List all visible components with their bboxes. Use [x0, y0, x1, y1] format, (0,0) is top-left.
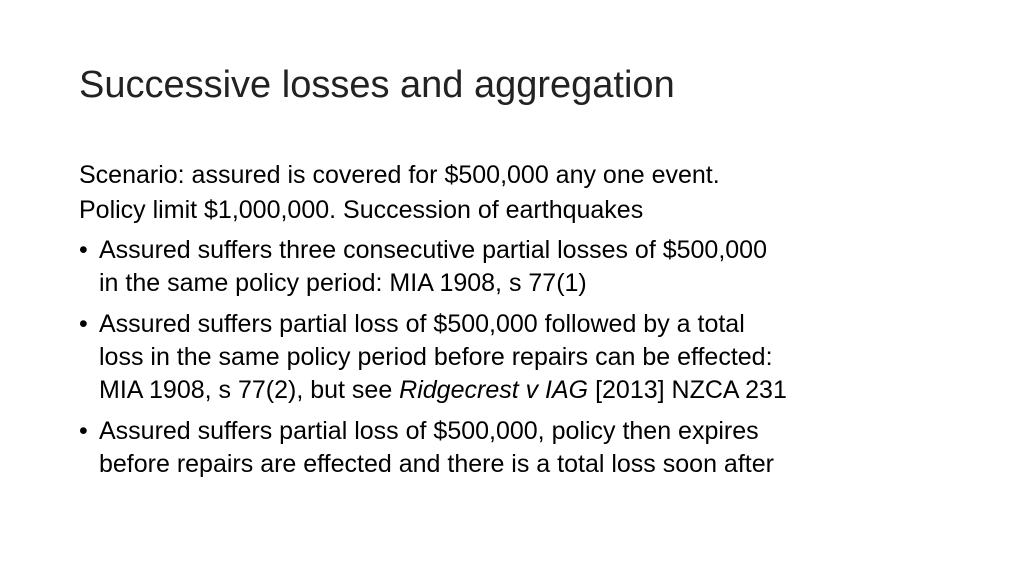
bullet-item-3	[79, 415, 959, 481]
bullet-dot: •	[79, 310, 88, 338]
citation-suffix: [2013] NZCA 231	[588, 376, 787, 404]
bullet-3-line-2: before repairs are effected and there is a total loss soon after	[99, 450, 774, 478]
bullet-dot: •	[79, 236, 88, 264]
bullet-dot: •	[79, 417, 88, 445]
slide-body	[79, 158, 959, 489]
bullet-item-1	[79, 234, 959, 300]
bullet-1-line-1: Assured suffers three consecutive partial losses of $500,000	[99, 236, 767, 264]
slide-title: Successive losses and aggregation	[79, 64, 675, 106]
scenario-line-2: Policy limit $1,000,000. Succession of earthquakes	[79, 196, 644, 224]
case-name: Ridgecrest v IAG	[399, 376, 589, 404]
bullet-2-line-2: loss in the same policy period before repairs can be effected:	[99, 343, 773, 371]
bullet-list	[79, 234, 959, 481]
bullet-3-line-1: Assured suffers partial loss of $500,000, policy then expires	[99, 417, 759, 445]
bullet-1-line-2: in the same policy period: MIA 1908, s 77(1)	[99, 269, 587, 297]
scenario-text	[79, 158, 959, 228]
bullet-2-line-1: Assured suffers partial loss of $500,000 followed by a total	[99, 310, 745, 338]
bullet-2-line-3	[99, 374, 959, 407]
citation-prefix: MIA 1908, s 77(2), but see	[99, 376, 400, 404]
bullet-item-2	[79, 308, 959, 407]
scenario-line-1: Scenario: assured is covered for $500,000 any one event.	[79, 161, 720, 189]
